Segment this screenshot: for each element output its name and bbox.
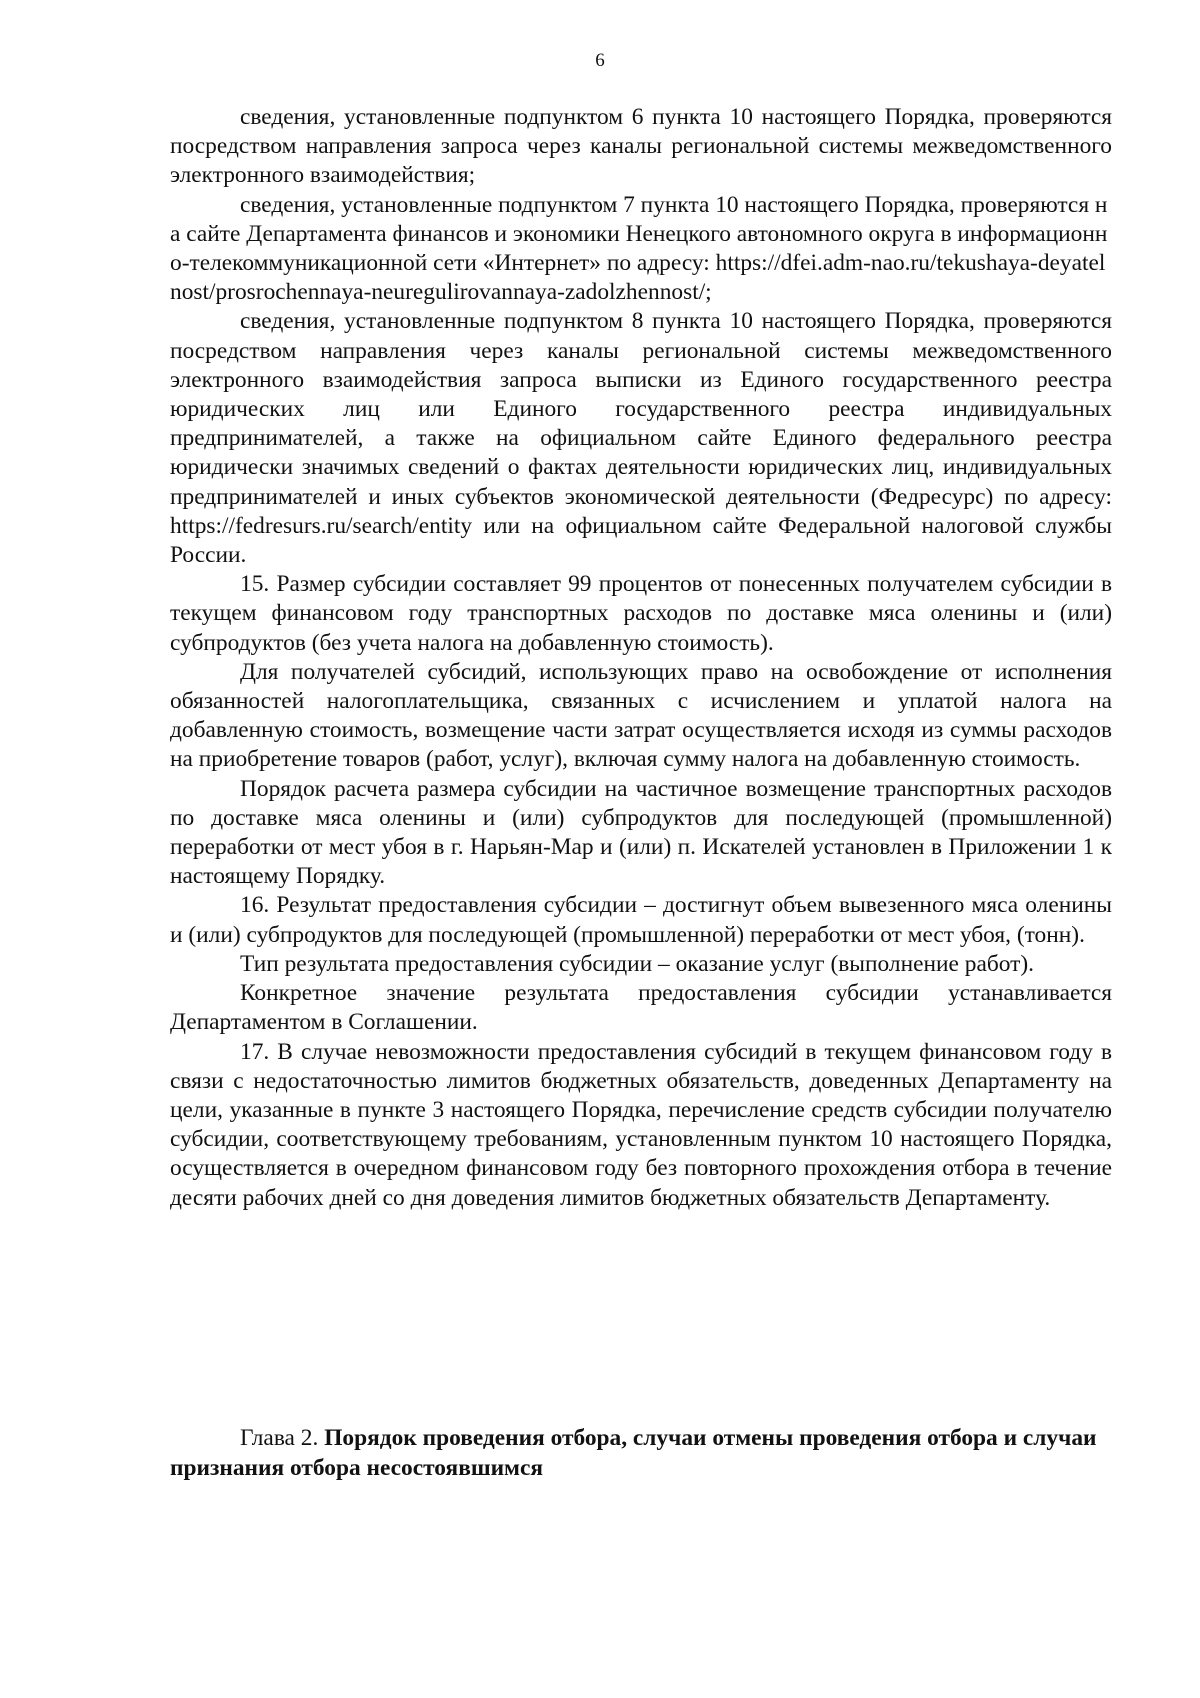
paragraph: сведения, установленные подпунктом 6 пункта 10 настоящего Порядка, проверяются посредством направления запроса через каналы региональной системы межведомственного электронного взаимодействия; <box>170 104 1112 189</box>
paragraph: 17. В случае невозможности предоставления субсидий в текущем финансовом году в связи с недостаточностью лимитов бюджетных обязательств, доведенных Департаменту на цели, указанные в пункте 3 настоящего Порядка, перечисление средств субсидии получателю субсидии, соответствующему требованиям, установленным пунктом 10 настоящего Порядка, осуществляется в очередном финансовом году без повторного прохождения отбора в течение десяти рабочих дней со дня доведения лимитов бюджетных обязательств Департаменту. <box>170 1038 1112 1211</box>
paragraph: Порядок расчета размера субсидии на частичное возмещение транспортных расходов по доставке мяса оленины и (или) субпродуктов для последующей (промышленной) переработки от мест убоя в г. Нарьян-Мар и (или) п. Искателей установлен в Приложении 1 к настоящему Порядку. <box>170 775 1112 890</box>
chapter-label: Глава 2. <box>240 1425 325 1451</box>
paragraph: 15. Размер субсидии составляет 99 процентов от понесенных получателем субсидии в текущем финансовом году транспортных расходов по доставке мяса оленины и (или) субпродуктов (без учета налога на добавленную стоимость). <box>170 571 1112 656</box>
paragraph: сведения, установленные подпунктом 8 пункта 10 настоящего Порядка, проверяются посредством направления через каналы региональной системы межведомственного электронного взаимодействия запроса выписки из Единого государственного реестра юридических лиц или Единого государственного реестра индивидуальных предпринимателей, а также на официальном сайте Единого федерального реестра юридически значимых сведений о фактах деятельности юридических лиц, индивидуальных предпринимателей и иных субъектов экономической деятельности (Федресурс) по адресу: https://fedresurs.ru/search/entity или на официальном сайте Федеральной налоговой службы России. <box>170 308 1112 569</box>
paragraph: Тип результата предоставления субсидии – оказание услуг (выполнение работ). <box>240 950 1034 977</box>
page-number: 6 <box>595 50 605 71</box>
paragraph: 16. Результат предоставления субсидии – достигнут объем вывезенного мяса оленины и (или) субпродуктов для последующей (промышленной) переработки от мест убоя, (тонн). <box>170 892 1112 948</box>
paragraph: сведения, установленные подпунктом 7 пункта 10 настоящего Порядка, проверяются на сайте Департамента финансов и экономики Ненецкого автономного округа в информационно-телекоммуникационной сети «Интернет» по адресу: https://dfei.adm-nao.ru/tekushaya-deyatelnost/prosrochennaya-neuregulirovannaya-zadolzhennost/; <box>170 191 1108 306</box>
chapter-title: Порядок проведения отбора, случаи отмены проведения отбора и случаи признания отбора несостоявшимся <box>170 1425 1097 1481</box>
document-body <box>170 103 1112 1213</box>
chapter-heading <box>170 1423 1112 1483</box>
paragraph: Для получателей субсидий, использующих право на освобождение от исполнения обязанностей налогоплательщика, связанных с исчислением и уплатой налога на добавленную стоимость, возмещение части затрат осуществляется исходя из суммы расходов на приобретение товаров (работ, услуг), включая сумму налога на добавленную стоимость. <box>170 658 1112 773</box>
paragraph: Конкретное значение результата предоставления субсидии устанавливается Департаментом в Соглашении. <box>170 980 1112 1036</box>
